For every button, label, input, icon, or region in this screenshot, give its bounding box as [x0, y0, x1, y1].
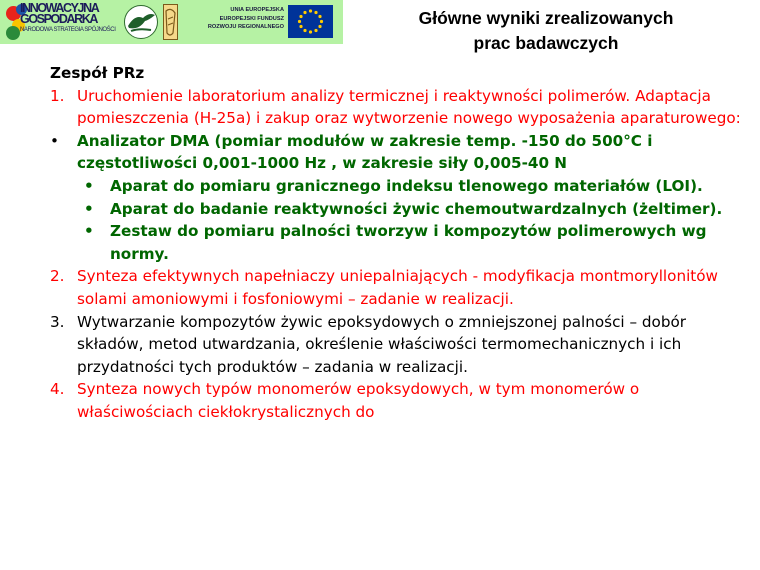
sub-item-geltimer — [84, 198, 750, 221]
seal-emblem-icon — [163, 4, 178, 40]
bullet-icon: • — [84, 222, 94, 241]
list-marker: 4. — [50, 380, 65, 399]
innowacyjna-gospodarka-logo — [6, 3, 116, 41]
list-item-text: Wytwarzanie kompozytów żywic epoksydowych o zmniejszonej palności – dobór składów, metod utwardzania, określenie właściwości termomechanicznych i ich przydatności tych produktów – zadania w realizacji. — [77, 312, 686, 376]
eu-line2: EUROPEJSKI FUNDUSZ — [219, 15, 284, 22]
logo-bar — [0, 0, 343, 44]
title-line2: prac badawczych — [473, 33, 619, 53]
eu-line3: ROZWOJU REGIONALNEGO — [207, 24, 284, 30]
list-item-3 — [50, 311, 750, 379]
list-item-4 — [50, 378, 750, 423]
slide-content — [50, 62, 750, 424]
bullet-icon: • — [50, 131, 59, 150]
sub-item-flammability — [84, 220, 750, 265]
bullet-icon: • — [84, 199, 94, 218]
list-item-1 — [50, 85, 750, 130]
list-item-text: Synteza nowych typów monomerów epoksydowych, w tym monomerów o właściwościach ciekłokrystalicznych do — [77, 380, 640, 421]
bird-emblem-icon — [124, 5, 158, 39]
list-marker: 3. — [50, 312, 65, 331]
list-item-text: Analizator DMA (pomiar modułów w zakresie temp. -150 do 500°C i częstotliwości 0,001-1000 Hz , w zakresie siły 0,005-40 N — [77, 131, 653, 173]
sub-item-text: Aparat do badanie reaktywności żywic chemoutwardzalnych (żeltimer). — [110, 199, 723, 218]
eu-flag-icon — [288, 5, 333, 38]
slide-title — [346, 6, 746, 56]
list-item-text: Synteza efektywnych napełniaczy uniepalniających - modyfikacja montmoryllonitów solami amoniowymi i fosfoniowymi – zadanie w realizacji. — [77, 267, 718, 308]
sub-item-text: Aparat do pomiaru granicznego indeksu tlenowego materiałów (LOI). — [110, 176, 703, 195]
title-line1: Główne wyniki zrealizowanych — [418, 8, 674, 28]
team-heading: Zespół PRz — [50, 64, 145, 82]
logo-line1: INNOWACYJNA — [20, 1, 99, 15]
list-marker: 2. — [50, 267, 65, 286]
eu-fund-label — [200, 6, 284, 32]
logo-line2: GOSPODARKA — [20, 12, 97, 26]
eu-line1: UNIA EUROPEJSKA — [230, 7, 284, 13]
list-marker: 1. — [50, 86, 65, 105]
bullet-icon: • — [84, 176, 94, 195]
sub-item-text: Zestaw do pomiaru palności tworzyw i kompozytów polimerowych wg normy. — [110, 222, 707, 263]
list-item-dma — [50, 130, 750, 175]
list-item-2 — [50, 265, 750, 310]
list-item-text: Uruchomienie laboratorium analizy termicznej i reaktywności polimerów. Adaptacja pomieszczenia (H-25a) i zakup oraz wytworzenie nowego wyposażenia aparaturowego: — [77, 86, 741, 128]
sub-item-loi — [84, 175, 750, 198]
logo-line3: NARODOWA STRATEGIA SPÓJNOŚCI — [20, 27, 116, 33]
